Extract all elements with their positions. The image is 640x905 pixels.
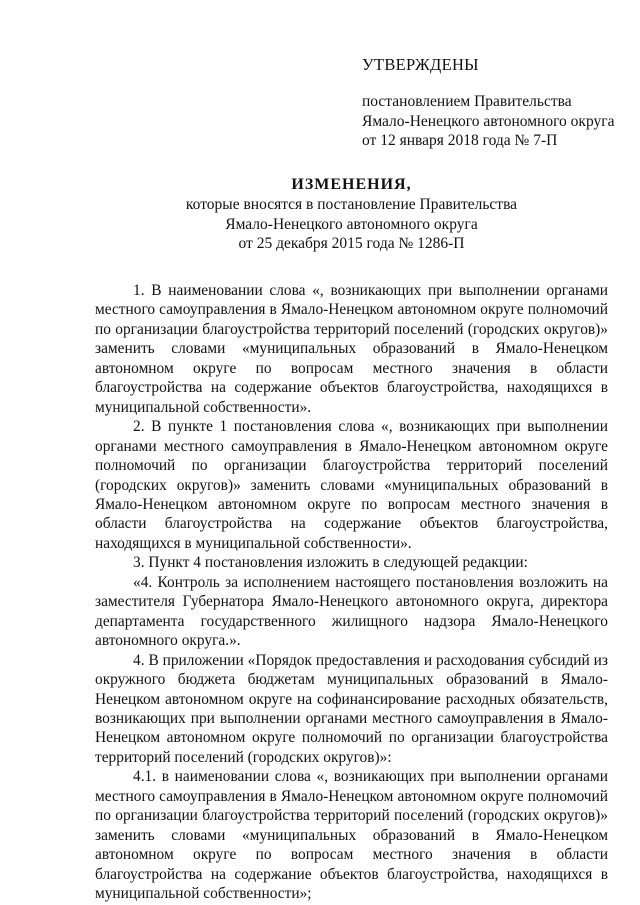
document-subtitle-line: которые вносятся в постановление Правительства [185,196,518,213]
document-title: ИЗМЕНЕНИЯ, [291,176,412,193]
document-subtitle-line: от 25 декабря 2015 года № 1286-П [238,235,465,252]
document-body [95,281,608,904]
approval-line: постановлением Правительства [362,93,572,110]
paragraph-3: 3. Пункт 4 постановления изложить в следующей редакции: [133,554,528,572]
paragraph-4-1: 4.1. в наименовании слова «, возникающих при выполнении органами местного самоуправления в Ямало-Ненецком автономном округе полномочий по организации благоустройства территорий поселений (городских округов)» заменить словами «муниципальных образований в Ямало-Ненецком автономном округе по вопросам местного значения в области благоустройства на содержание объектов благоустройства, находящихся в муниципальной собственности»; [95,768,608,903]
document-title-block [95,175,608,254]
approval-line: Ямало-Ненецкого автономного округа [362,112,615,130]
paragraph-4: 4. В приложении «Порядок предоставления и расходования субсидий из окружного бюджета бюджетам муниципальных образований в Ямало-Ненецком автономном округе на софинансирование расходных обязательств, возникающих при выполнении органами местного самоуправления в Ямало-Ненецком автономном округе полномочий по организации благоустройства территорий поселений (городских округов)»: [95,651,608,766]
paragraph-1: 1. В наименовании слова «, возникающих при выполнении органами местного самоуправления в Ямало-Ненецком автономном округе полномочий по организации благоустройства территорий поселений (городских округов)» заменить словами «муниципальных образований в Ямало-Ненецком автономном округе по вопросам местного значения в области благоустройства на содержание объектов благоустройства, находящихся в муниципальной собственности». [95,282,608,416]
paragraph-2: 2. В пункте 1 постановления слова «, возникающих при выполнении органами местного самоуправления в Ямало-Ненецком автономном округе полномочий по организации благоустройства территорий поселений (городских округов)» заменить словами «муниципальных образований в Ямало-Ненецком автономном округе по вопросам местного значения в области благоустройства на содержание объектов благоустройства, находящихся в муниципальной собственности». [95,418,608,552]
approval-block [362,55,614,151]
approval-line: от 12 января 2018 года № 7-П [362,132,558,149]
document-subtitle-line: Ямало-Ненецкого автономного округа [225,215,478,233]
approval-heading: УТВЕРЖДЕНЫ [362,55,479,74]
paragraph-3-quote: «4. Контроль за исполнением настоящего постановления возложить на заместителя Губернатора Ямало-Ненецкого автономного округа, директора департамента государственного жилищного надзора Ямало-Ненецкого автономного округа.». [95,573,608,650]
